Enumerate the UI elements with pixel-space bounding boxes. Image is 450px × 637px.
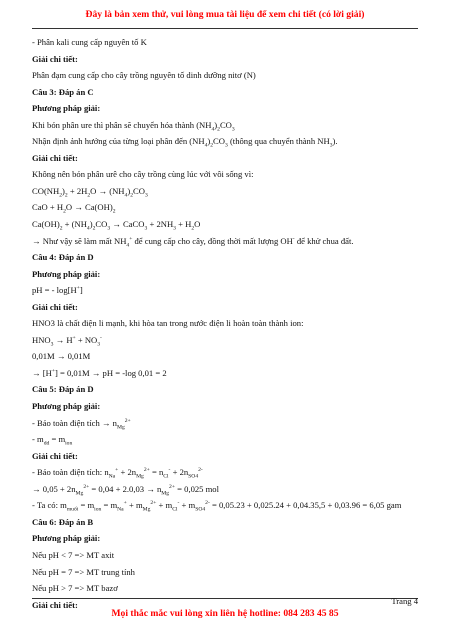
text-run: ] xyxy=(79,285,83,296)
text-line xyxy=(32,418,418,435)
superscript: + xyxy=(115,467,119,474)
text-run: - Ta có: m xyxy=(32,500,67,511)
text-run: + 2NH xyxy=(147,219,174,230)
subscript: 2 xyxy=(92,225,96,232)
section-heading xyxy=(32,384,418,401)
text-line xyxy=(32,136,418,153)
subscript: Mg xyxy=(161,490,170,497)
text-run: + H xyxy=(175,219,192,230)
text-line xyxy=(32,70,418,87)
subscript: Mg xyxy=(142,507,151,514)
text-run: Giải chi tiết: xyxy=(32,301,78,312)
text-line xyxy=(32,186,418,203)
text-run: HNO xyxy=(32,334,51,345)
text-line xyxy=(32,467,418,484)
text-line xyxy=(32,219,418,236)
superscript: 2- xyxy=(205,500,210,507)
text-run: - Bảo toàn điện tích → n xyxy=(32,417,117,428)
text-run: Nếu pH > 7 => MT bazơ xyxy=(32,583,118,594)
text-line xyxy=(32,37,418,54)
text-run: pH = - log[H xyxy=(32,285,77,296)
text-run: O xyxy=(194,219,201,230)
text-run: Giải chi tiết: xyxy=(32,152,78,163)
subscript: 2 xyxy=(191,225,195,232)
section-heading xyxy=(32,269,418,286)
text-run: Câu 5: Đáp án D xyxy=(32,384,94,395)
subscript: muối xyxy=(66,507,79,514)
subscript: 3 xyxy=(144,225,148,232)
text-run: - Bảo toàn điện tích: n xyxy=(32,467,109,478)
text-run: = 0,04 + 2.0,03 → n xyxy=(89,483,162,494)
text-line xyxy=(32,484,418,501)
text-run: để cung cấp cho cây, đồng thời mất lượng OH xyxy=(132,235,293,246)
subscript: ion xyxy=(65,440,73,447)
text-line xyxy=(32,169,418,186)
text-line xyxy=(32,550,418,567)
section-heading xyxy=(32,451,418,468)
text-line xyxy=(32,434,418,451)
text-run: + m xyxy=(156,500,173,511)
section-heading xyxy=(32,517,418,534)
text-run: Phương pháp giải: xyxy=(32,401,101,412)
text-line xyxy=(32,202,418,219)
text-run: Phân đạm cung cấp cho cây trồng nguyên tố dinh dưỡng nitơ (N) xyxy=(32,70,256,81)
text-line xyxy=(32,285,418,302)
superscript: 2+ xyxy=(143,467,150,474)
section-heading xyxy=(32,302,418,319)
text-run: = m xyxy=(49,434,66,445)
text-run: + 2n xyxy=(118,467,137,478)
subscript: 2 xyxy=(210,143,214,149)
subscript: 2 xyxy=(87,192,91,199)
text-run: (thông qua chuyển thành NH xyxy=(227,136,330,147)
subscript: ion xyxy=(94,507,102,514)
text-run: + m xyxy=(179,500,196,511)
document-body xyxy=(32,37,418,616)
section-heading xyxy=(32,252,418,269)
preview-banner: Đây là bản xem thử, vui lòng mua tài liệu để xem chi tiết (có lời giải) xyxy=(85,9,365,20)
text-run: Phương pháp giải: xyxy=(32,533,101,544)
text-line xyxy=(32,236,418,253)
text-run: Câu 6: Đáp án B xyxy=(32,516,94,527)
superscript: + xyxy=(123,500,127,507)
subscript: Mg xyxy=(75,490,84,497)
text-run: + (NH xyxy=(62,219,87,230)
superscript: 2- xyxy=(198,467,203,474)
subscript: 2 xyxy=(64,192,68,199)
text-run: ) xyxy=(127,185,131,196)
section-heading xyxy=(32,87,418,104)
text-run: Nhận định ảnh hưởng của từng loại phân đến (NH xyxy=(32,136,205,147)
subscript: 3 xyxy=(225,143,228,149)
text-run: + m xyxy=(126,500,143,511)
text-run: HNO3 là chất điện li mạnh, khi hòa tan trong nước điện li hoàn toàn thành ion: xyxy=(32,318,304,329)
superscript: + xyxy=(51,368,55,375)
section-heading xyxy=(32,153,418,170)
superscript: - xyxy=(177,500,180,507)
superscript: 2+ xyxy=(150,500,157,507)
text-line xyxy=(32,351,418,368)
text-run: ) xyxy=(207,136,211,147)
subscript: 4 xyxy=(126,242,130,249)
text-line xyxy=(32,500,418,517)
text-run: ] = 0,01M → pH = -log 0,01 = 2 xyxy=(54,367,167,378)
subscript: 3 xyxy=(173,225,176,232)
subscript: SO4 xyxy=(188,473,199,480)
superscript: - xyxy=(100,334,102,341)
text-run: = n xyxy=(149,467,164,478)
subscript: 4 xyxy=(204,143,208,149)
subscript: 3 xyxy=(97,341,101,348)
text-run: Giải chi tiết: xyxy=(32,450,78,461)
subscript: Na xyxy=(117,507,124,514)
text-run: O → Ca(OH) xyxy=(65,202,113,213)
text-run: Giải chi tiết: xyxy=(32,599,78,610)
text-run: → H xyxy=(53,334,73,345)
text-run: + 2H xyxy=(67,185,88,196)
superscript: - xyxy=(168,467,171,474)
subscript: 3 xyxy=(231,126,235,133)
superscript: + xyxy=(129,235,133,242)
text-run: - Phân kali cung cấp nguyên tố K xyxy=(32,37,147,47)
superscript: 2+ xyxy=(124,417,131,424)
text-run: Câu 3: Đáp án C xyxy=(32,86,94,97)
subscript: 2 xyxy=(112,209,116,216)
text-run: O → (NH xyxy=(90,185,125,196)
subscript: 2 xyxy=(59,192,63,199)
subscript: 2 xyxy=(130,192,133,199)
page-number: Trang 4 xyxy=(391,596,418,606)
section-heading xyxy=(32,103,418,120)
hotline-notice: Mọi thắc mắc vui lòng xin liên hệ hotline: 084 283 45 85 xyxy=(111,608,339,619)
text-line xyxy=(32,335,418,352)
subscript: 2 xyxy=(63,209,66,216)
superscript: + xyxy=(72,334,76,341)
section-heading xyxy=(32,533,418,550)
text-run: CO xyxy=(213,136,225,147)
text-run: để khử chua đất. xyxy=(294,235,354,246)
text-run: CO xyxy=(95,219,108,230)
superscript: + xyxy=(76,285,80,292)
footer-divider xyxy=(32,598,418,599)
subscript: 4 xyxy=(211,126,215,133)
text-run: ). xyxy=(332,136,338,147)
text-run: Nếu pH < 7 => MT axit xyxy=(32,549,115,560)
header-divider xyxy=(32,28,418,29)
text-run: ) xyxy=(89,219,93,230)
text-run: - m xyxy=(32,434,44,445)
subscript: 3 xyxy=(144,192,148,199)
subscript: Cl xyxy=(163,473,169,480)
text-run: = 0,025 mol xyxy=(175,483,219,494)
subscript: SO4 xyxy=(195,507,206,514)
text-run: + NO xyxy=(75,334,98,345)
subscript: 3 xyxy=(50,341,54,348)
text-run: CO xyxy=(132,185,145,196)
text-run: → [H xyxy=(32,367,52,378)
subscript: 2 xyxy=(217,126,220,133)
subscript: 3 xyxy=(107,225,111,232)
text-line xyxy=(32,368,418,385)
subscript: Na xyxy=(108,473,116,480)
superscript: - xyxy=(292,235,295,242)
section-heading xyxy=(32,401,418,418)
text-run: Nếu pH = 7 => MT trung tính xyxy=(32,566,135,577)
subscript: 4 xyxy=(124,192,128,199)
subscript: Mg xyxy=(136,473,144,480)
text-run: + 2n xyxy=(170,467,189,478)
subscript: 3 xyxy=(329,143,333,149)
text-run: = 0,05.23 + 0,025.24 + 0,04.35,5 + 0,03.96 = 6,05 gam xyxy=(209,500,402,511)
text-run: Không nên bón phân urê cho cây trồng cùng lúc với vôi sống vì: xyxy=(32,169,254,180)
text-run: ) xyxy=(62,185,65,196)
text-run: Giải chi tiết: xyxy=(32,53,78,64)
text-run: Phương pháp giải: xyxy=(32,268,101,279)
text-run: = m xyxy=(78,500,95,511)
text-run: CO(NH xyxy=(32,185,60,196)
text-run: → Như vậy sẽ làm mất NH xyxy=(32,235,127,246)
text-run: ) xyxy=(214,119,218,130)
text-run: CO xyxy=(219,119,232,130)
subscript: Mg xyxy=(116,424,125,431)
subscript: dd xyxy=(43,440,50,447)
superscript: 2+ xyxy=(169,483,175,490)
section-heading xyxy=(32,54,418,71)
text-run: Phương pháp giải: xyxy=(32,103,101,114)
superscript: 2+ xyxy=(83,483,90,490)
text-run: Ca(OH) xyxy=(32,219,60,230)
text-run: Câu 4: Đáp án D xyxy=(32,252,94,263)
text-run: CaO + H xyxy=(32,202,64,213)
text-run: → CaCO xyxy=(110,219,145,230)
subscript: Cl xyxy=(172,507,178,514)
text-run: → 0,05 + 2n xyxy=(32,483,76,494)
subscript: 4 xyxy=(86,225,90,232)
text-line xyxy=(32,120,418,137)
text-run: = m xyxy=(101,500,118,511)
text-run: 0,01M → 0,01M xyxy=(32,351,91,362)
text-line xyxy=(32,567,418,584)
text-line xyxy=(32,318,418,335)
text-run: Khi bón phân ure thì phân sẽ chuyển hóa thành (NH xyxy=(32,119,212,130)
subscript: 2 xyxy=(59,225,63,232)
